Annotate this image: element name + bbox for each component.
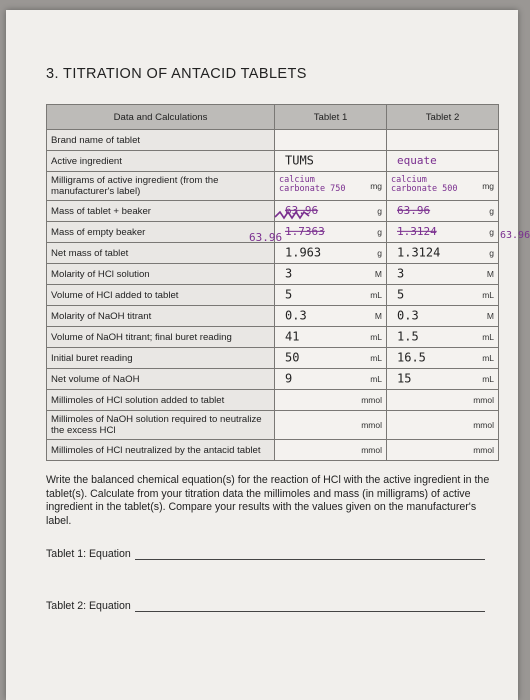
tablet2-hcl-molarity-cell[interactable]: 3 M: [387, 264, 499, 285]
table-row: [47, 306, 499, 327]
tablet1-hcl-molarity-cell[interactable]: 3 M: [275, 264, 387, 285]
table-header-row: [47, 105, 499, 130]
tablet1-mmol-naoh-cell[interactable]: mmol: [275, 411, 387, 440]
row-label: Millimoles of HCl neutralized by the antacid tablet: [47, 440, 275, 461]
table-row: [47, 440, 499, 461]
tablet1-empty-beaker-cell[interactable]: 1.7363 g: [275, 222, 387, 243]
section-title: 3. TITRATION OF ANTACID TABLETS: [46, 66, 307, 82]
tablet1-mmol-neutralized-cell[interactable]: mmol: [275, 440, 387, 461]
table-row: [47, 264, 499, 285]
table-row: [47, 348, 499, 369]
row-label: Initial buret reading: [47, 348, 275, 369]
tablet1-mg-cell[interactable]: calcium carbonate 750 mg: [275, 172, 387, 201]
tablet1-equation-line[interactable]: [46, 548, 485, 560]
table-row: [47, 390, 499, 411]
tablet2-final-buret-cell[interactable]: 1.5 mL: [387, 327, 499, 348]
tablet1-brand-cell[interactable]: [275, 130, 387, 151]
margin-note-left: 63.96: [249, 231, 283, 244]
tablet1-equation-rule[interactable]: [135, 558, 485, 560]
tablet2-empty-beaker-cell[interactable]: 1.3124 g: [387, 222, 499, 243]
tablet1-active-ingredient-cell[interactable]: TUMS: [275, 151, 387, 172]
header-tablet-2: Tablet 2: [387, 105, 499, 130]
row-label: Millimoles of NaOH solution required to neutralize the excess HCl: [47, 411, 275, 440]
data-table: [46, 104, 499, 461]
row-label: Active ingredient: [47, 151, 275, 172]
tablet2-mmol-hcl-cell[interactable]: mmol: [387, 390, 499, 411]
instructions-text: Write the balanced chemical equation(s) for the reaction of HCl with the active ingredient in the tablet(s). Calculate from your titration data the millimoles and mass (in milligrams) of active ingredient in the tablet(s). Compare your results with the values given on the manufacturer's label.: [46, 474, 490, 527]
tablet2-mmol-naoh-cell[interactable]: mmol: [387, 411, 499, 440]
table-row: [47, 411, 499, 440]
table-row: [47, 369, 499, 390]
tablet2-initial-buret-cell[interactable]: 16.5 mL: [387, 348, 499, 369]
tablet2-net-mass-cell[interactable]: 1.3124 g: [387, 243, 499, 264]
table-row: [47, 151, 499, 172]
tablet2-net-volume-cell[interactable]: 15 mL: [387, 369, 499, 390]
tablet1-net-volume-cell[interactable]: 9 mL: [275, 369, 387, 390]
tablet2-equation-line[interactable]: [46, 600, 485, 612]
table-row: [47, 285, 499, 306]
tablet2-equation-label: Tablet 2: Equation: [46, 600, 131, 612]
table-row: [47, 172, 499, 201]
tablet2-brand-cell[interactable]: [387, 130, 499, 151]
tablet1-net-mass-cell[interactable]: 1.963 g: [275, 243, 387, 264]
tablet1-hcl-volume-cell[interactable]: 5 mL: [275, 285, 387, 306]
row-label: Milligrams of active ingredient (from the manufacturer's label): [47, 172, 275, 201]
row-label: Volume of HCl added to tablet: [47, 285, 275, 306]
worksheet-page: [6, 10, 530, 700]
margin-note-right: 63.96: [500, 230, 530, 241]
row-label: Net mass of tablet: [47, 243, 275, 264]
row-label: Mass of tablet + beaker: [47, 201, 275, 222]
row-label: Brand name of tablet: [47, 130, 275, 151]
crossed-out-scribble: [274, 210, 310, 220]
tablet1-final-buret-cell[interactable]: 41 mL: [275, 327, 387, 348]
tablet1-initial-buret-cell[interactable]: 50 mL: [275, 348, 387, 369]
tablet2-mass-tablet-beaker-cell[interactable]: 63.96 g: [387, 201, 499, 222]
table-row: [47, 201, 499, 222]
row-label: Molarity of HCl solution: [47, 264, 275, 285]
tablet1-equation-label: Tablet 1: Equation: [46, 548, 131, 560]
row-label: Volume of NaOH titrant; final buret reading: [47, 327, 275, 348]
header-tablet-1: Tablet 1: [275, 105, 387, 130]
table-row: [47, 243, 499, 264]
tablet2-equation-rule[interactable]: [135, 610, 485, 612]
tablet1-mass-tablet-beaker-cell[interactable]: 63.96 g: [275, 201, 387, 222]
table-row: [47, 327, 499, 348]
row-label: Molarity of NaOH titrant: [47, 306, 275, 327]
tablet2-hcl-volume-cell[interactable]: 5 mL: [387, 285, 499, 306]
row-label: Net volume of NaOH: [47, 369, 275, 390]
header-data-calculations: Data and Calculations: [47, 105, 275, 130]
tablet1-mmol-hcl-cell[interactable]: mmol: [275, 390, 387, 411]
tablet2-mg-cell[interactable]: calcium carbonate 500 mg: [387, 172, 499, 201]
tablet1-naoh-molarity-cell[interactable]: 0.3 M: [275, 306, 387, 327]
table-row: [47, 130, 499, 151]
tablet2-active-ingredient-cell[interactable]: equate: [387, 151, 499, 172]
tablet2-mmol-neutralized-cell[interactable]: mmol: [387, 440, 499, 461]
row-label: Millimoles of HCl solution added to tablet: [47, 390, 275, 411]
tablet2-naoh-molarity-cell[interactable]: 0.3 M: [387, 306, 499, 327]
row-label: Mass of empty beaker: [47, 222, 275, 243]
